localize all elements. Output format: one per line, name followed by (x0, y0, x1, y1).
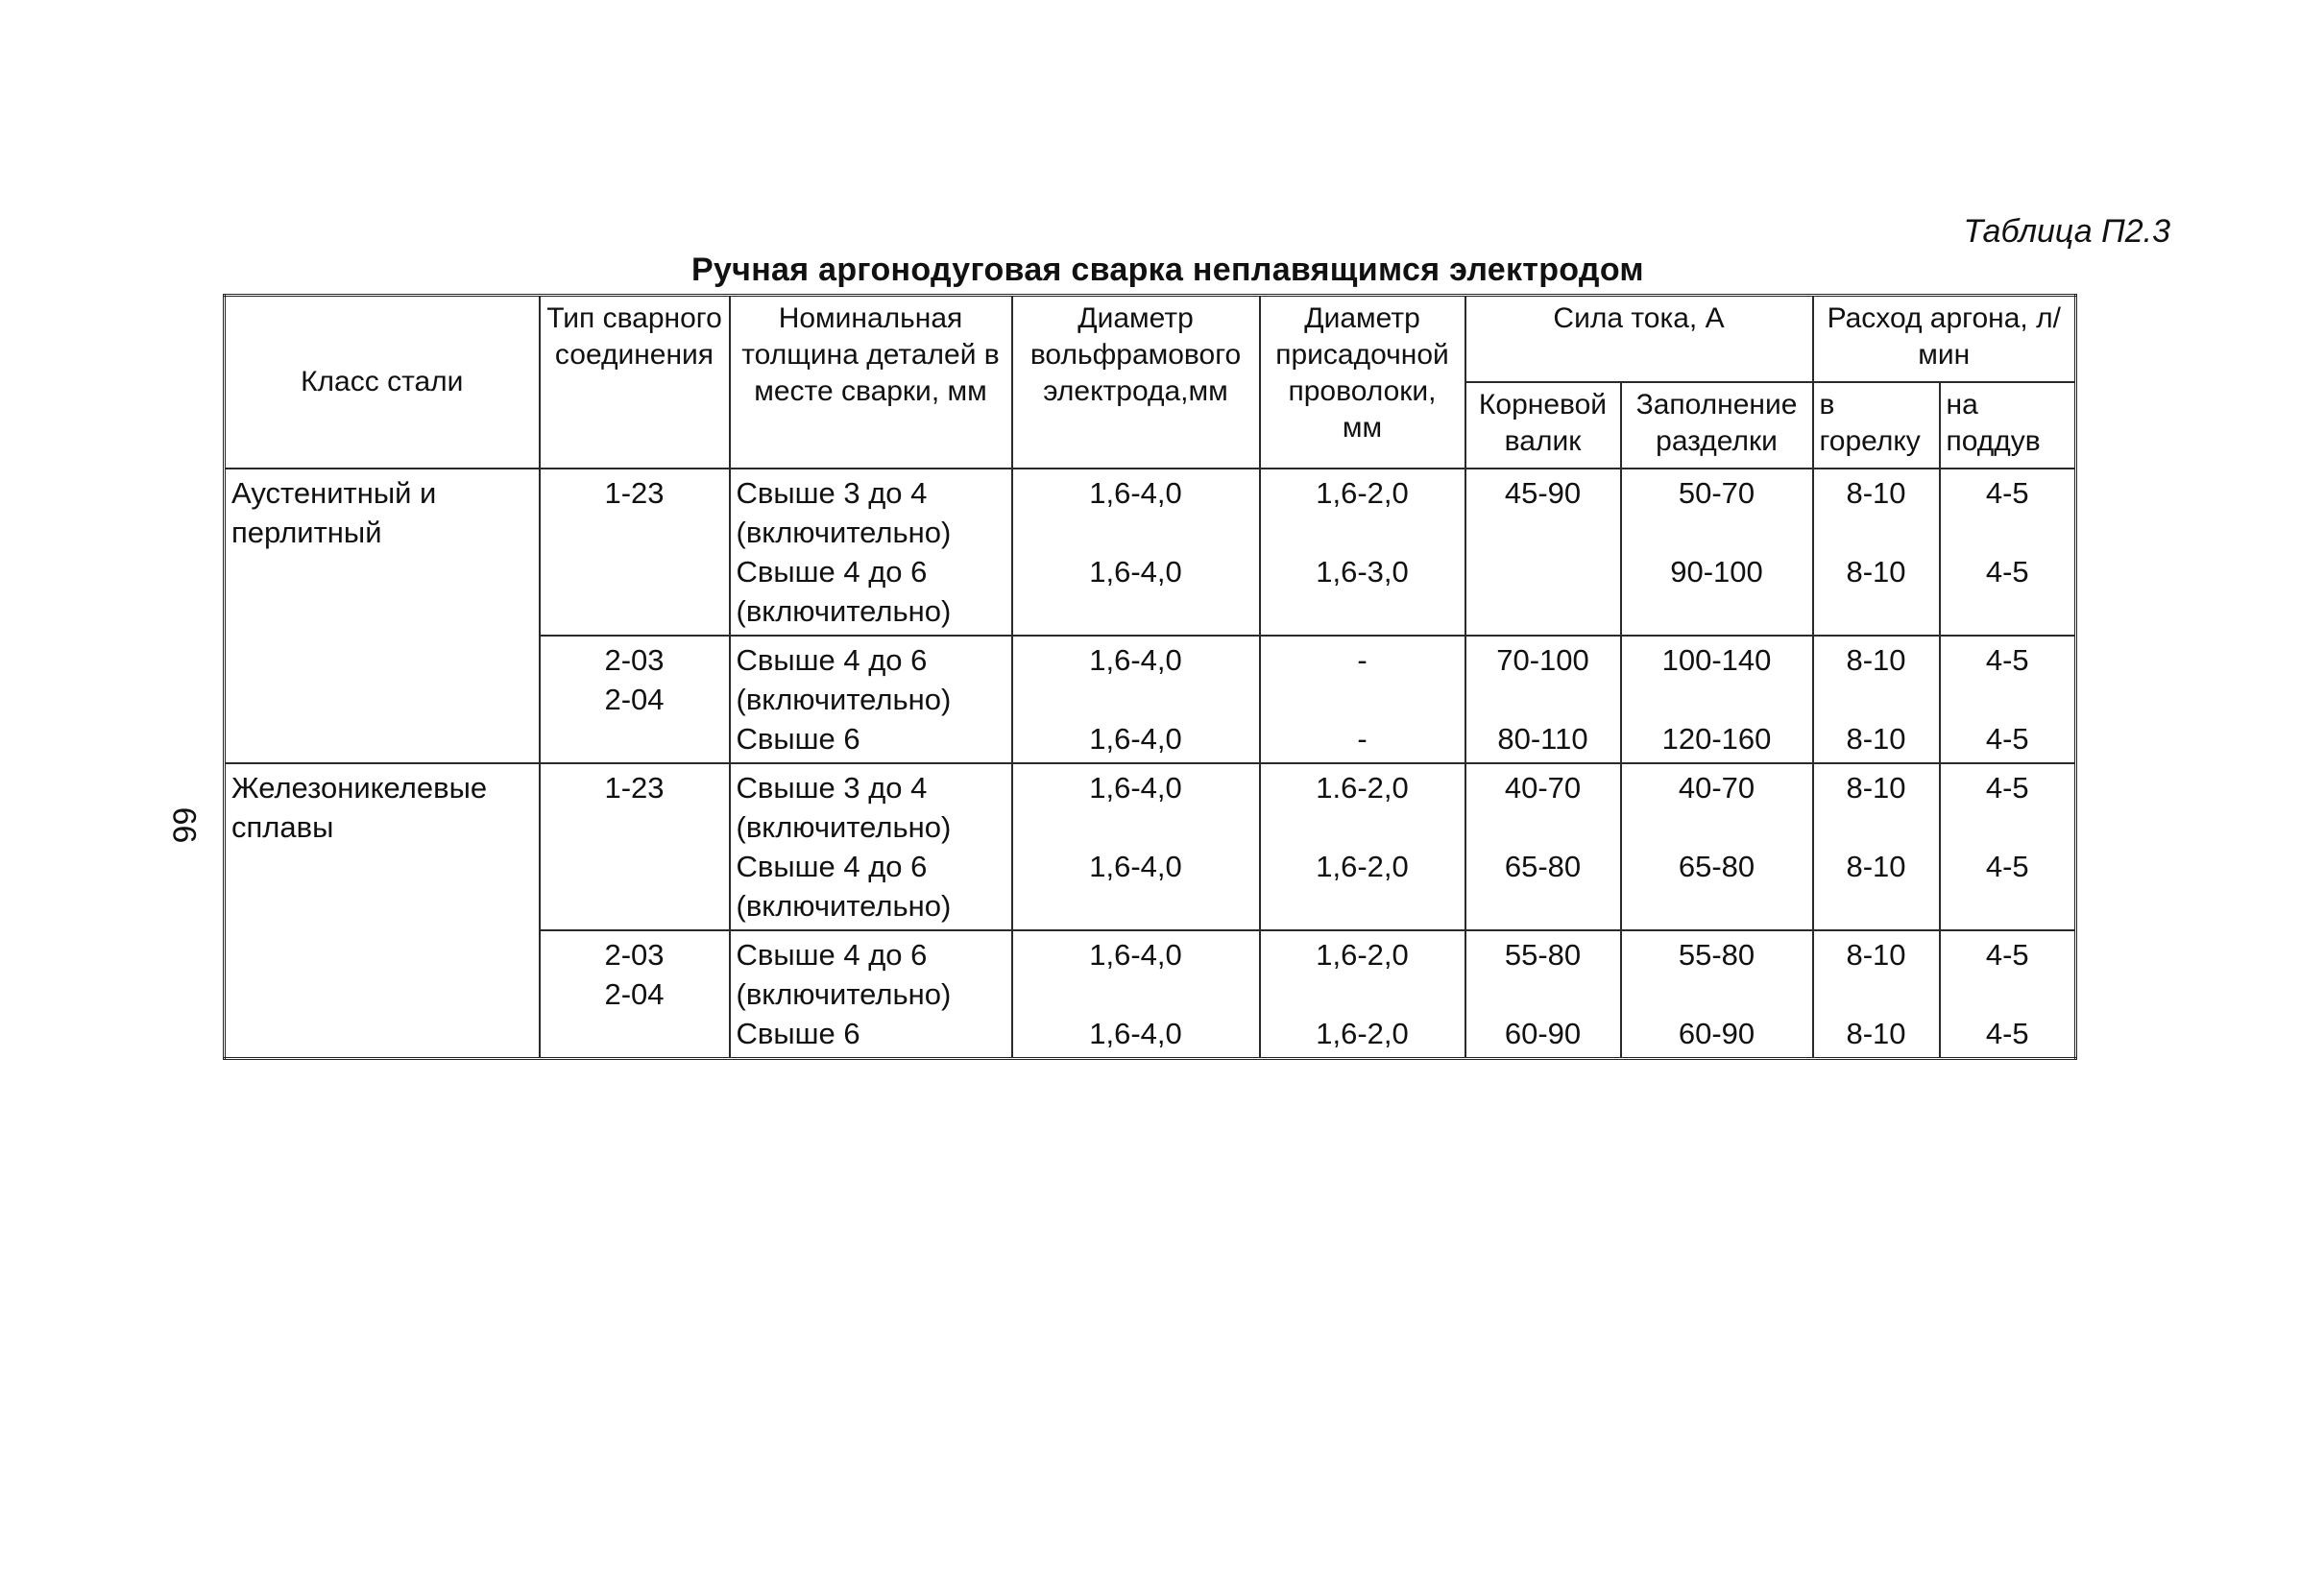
root-line: 55-80 (1504, 938, 1582, 972)
root-cell (1465, 930, 1621, 1059)
fill-line: 55-80 (1678, 938, 1755, 972)
joint-line: 2-04 (604, 683, 665, 716)
filler-line (1267, 513, 1459, 552)
filler-line (1267, 974, 1459, 1014)
header-argon: Расход аргона, л/мин (1813, 296, 2076, 383)
header-current: Сила тока, А (1465, 296, 1813, 383)
fill-line (1628, 513, 1806, 552)
welding-table (223, 294, 2077, 1060)
thickness-line: Свыше 4 до 6 (736, 555, 928, 589)
purge-line (1947, 807, 2070, 847)
torch-line (1820, 807, 1933, 847)
thickness-line: (включительно) (736, 810, 952, 844)
thickness-line: (включительно) (736, 977, 952, 1011)
fill-cell (1621, 763, 1813, 930)
tungsten-line: 1,6-4,0 (1089, 722, 1182, 756)
filler-line: 1,6-2,0 (1316, 938, 1409, 972)
table-row (225, 469, 2076, 636)
root-line: 45-90 (1504, 476, 1582, 510)
fill-cell (1621, 930, 1813, 1059)
tungsten-line: 1,6-4,0 (1089, 771, 1182, 805)
torch-line: 8-10 (1846, 850, 1906, 883)
filler-cell (1260, 636, 1465, 763)
root-line: 80-110 (1497, 722, 1588, 756)
joint-cell (540, 763, 730, 930)
header-steel-class: Класс стали (225, 296, 540, 469)
joint-line: 1-23 (604, 476, 665, 510)
purge-line: 4-5 (1985, 1017, 2029, 1050)
torch-line: 8-10 (1846, 476, 1906, 510)
fill-line: 90-100 (1670, 555, 1763, 589)
purge-line: 4-5 (1985, 643, 2029, 677)
tungsten-line: 1,6-4,0 (1089, 643, 1182, 677)
table-body (225, 469, 2076, 1059)
root-line (1472, 680, 1614, 719)
filler-line: 1,6-2,0 (1316, 476, 1409, 510)
fill-cell (1621, 636, 1813, 763)
torch-line: 8-10 (1846, 771, 1906, 805)
purge-line: 4-5 (1985, 722, 2029, 756)
tungsten-line (1019, 513, 1253, 552)
purge-line: 4-5 (1985, 476, 2029, 510)
torch-line: 8-10 (1846, 1017, 1906, 1050)
purge-line: 4-5 (1985, 850, 2029, 883)
thickness-cell (730, 930, 1012, 1059)
fill-line: 100-140 (1661, 643, 1772, 677)
thickness-line: (включительно) (736, 889, 952, 923)
filler-line (1267, 680, 1459, 719)
tungsten-line: 1,6-4,0 (1089, 850, 1182, 883)
torch-cell (1813, 636, 1940, 763)
fill-cell (1621, 469, 1813, 636)
fill-line (1628, 807, 1806, 847)
thickness-line: (включительно) (736, 683, 952, 716)
root-line: 65-80 (1504, 850, 1582, 883)
tungsten-line (1019, 680, 1253, 719)
tungsten-line: 1,6-4,0 (1089, 938, 1182, 972)
torch-line (1820, 680, 1933, 719)
purge-line (1947, 680, 2070, 719)
torch-cell (1813, 930, 1940, 1059)
root-line: 60-90 (1504, 1017, 1582, 1050)
header-argon-purge: на поддув (1940, 382, 2076, 469)
torch-line: 8-10 (1846, 722, 1906, 756)
torch-line: 8-10 (1846, 643, 1906, 677)
torch-line: 8-10 (1846, 555, 1906, 589)
thickness-line: Свыше 4 до 6 (736, 643, 928, 677)
purge-cell (1940, 930, 2076, 1059)
filler-line: - (1357, 643, 1368, 677)
torch-line (1820, 513, 1933, 552)
header-joint-type: Тип сварного соединения (540, 296, 730, 469)
tungsten-cell (1012, 763, 1260, 930)
tungsten-line (1019, 807, 1253, 847)
table-title: Ручная аргонодуговая сварка неплавящимся электродом (691, 252, 1644, 288)
thickness-line: Свыше 6 (736, 722, 860, 756)
filler-line (1267, 807, 1459, 847)
thickness-line: (включительно) (736, 594, 952, 628)
joint-line: 2-03 (604, 643, 665, 677)
tungsten-cell (1012, 636, 1260, 763)
thickness-cell (730, 469, 1012, 636)
purge-cell (1940, 636, 2076, 763)
joint-cell (540, 930, 730, 1059)
joint-line: 1-23 (604, 771, 665, 805)
purge-line: 4-5 (1985, 938, 2029, 972)
tungsten-line (1019, 974, 1253, 1014)
purge-line: 4-5 (1985, 771, 2029, 805)
thickness-line: Свыше 6 (736, 1017, 860, 1050)
root-cell (1465, 763, 1621, 930)
steel-class-cell: Аустенитный и перлитный (225, 469, 540, 763)
purge-cell (1940, 763, 2076, 930)
torch-cell (1813, 469, 1940, 636)
thickness-line: Свыше 3 до 4 (736, 771, 928, 805)
thickness-cell (730, 763, 1012, 930)
tungsten-line: 1,6-4,0 (1089, 555, 1182, 589)
tungsten-cell (1012, 930, 1260, 1059)
header-filler-diameter: Диаметр присадочной проволоки, мм (1260, 296, 1465, 469)
root-line (1472, 974, 1614, 1014)
fill-line: 40-70 (1678, 771, 1755, 805)
table-row (225, 763, 2076, 930)
filler-cell (1260, 763, 1465, 930)
torch-line: 8-10 (1846, 938, 1906, 972)
root-line: 70-100 (1496, 643, 1589, 677)
joint-line: 2-03 (604, 938, 665, 972)
thickness-line: (включительно) (736, 516, 952, 549)
thickness-line: Свыше 4 до 6 (736, 850, 928, 883)
header-thickness: Номинальная толщина деталей в месте сварки, мм (730, 296, 1012, 469)
filler-line: 1,6-2,0 (1316, 850, 1409, 883)
root-line: 40-70 (1504, 771, 1582, 805)
tungsten-cell (1012, 469, 1260, 636)
thickness-cell (730, 636, 1012, 763)
torch-cell (1813, 763, 1940, 930)
joint-cell (540, 469, 730, 636)
fill-line (1628, 680, 1806, 719)
header-current-root: Корневой валик (1465, 382, 1621, 469)
table-label: Таблица П2.3 (1963, 213, 2170, 250)
fill-line: 50-70 (1678, 476, 1755, 510)
header-tungsten-diameter: Диаметр вольфрамового электрода,мм (1012, 296, 1260, 469)
joint-cell (540, 636, 730, 763)
filler-line: 1,6-2,0 (1316, 1017, 1409, 1050)
filler-line: 1.6-2,0 (1316, 771, 1409, 805)
root-line (1472, 807, 1614, 847)
fill-line: 120-160 (1661, 722, 1772, 756)
tungsten-line: 1,6-4,0 (1089, 1017, 1182, 1050)
purge-cell (1940, 469, 2076, 636)
thickness-line: Свыше 4 до 6 (736, 938, 928, 972)
tungsten-line: 1,6-4,0 (1089, 476, 1182, 510)
purge-line (1947, 513, 2070, 552)
page-number: 66 (165, 806, 203, 844)
fill-line (1628, 974, 1806, 1014)
joint-line: 2-04 (604, 977, 665, 1011)
torch-line (1820, 974, 1933, 1014)
purge-line: 4-5 (1985, 555, 2029, 589)
filler-line: - (1357, 722, 1368, 756)
root-cell (1465, 636, 1621, 763)
fill-line: 65-80 (1678, 850, 1755, 883)
root-cell (1465, 469, 1621, 636)
thickness-line: Свыше 3 до 4 (736, 476, 928, 510)
purge-line (1947, 974, 2070, 1014)
filler-line: 1,6-3,0 (1316, 555, 1409, 589)
fill-line: 60-90 (1678, 1017, 1755, 1050)
header-current-fill: Заполнение разделки (1621, 382, 1813, 469)
header-argon-torch: в горелку (1813, 382, 1940, 469)
steel-class-cell: Железоникелевые сплавы (225, 763, 540, 1059)
filler-cell (1260, 930, 1465, 1059)
filler-cell (1260, 469, 1465, 636)
